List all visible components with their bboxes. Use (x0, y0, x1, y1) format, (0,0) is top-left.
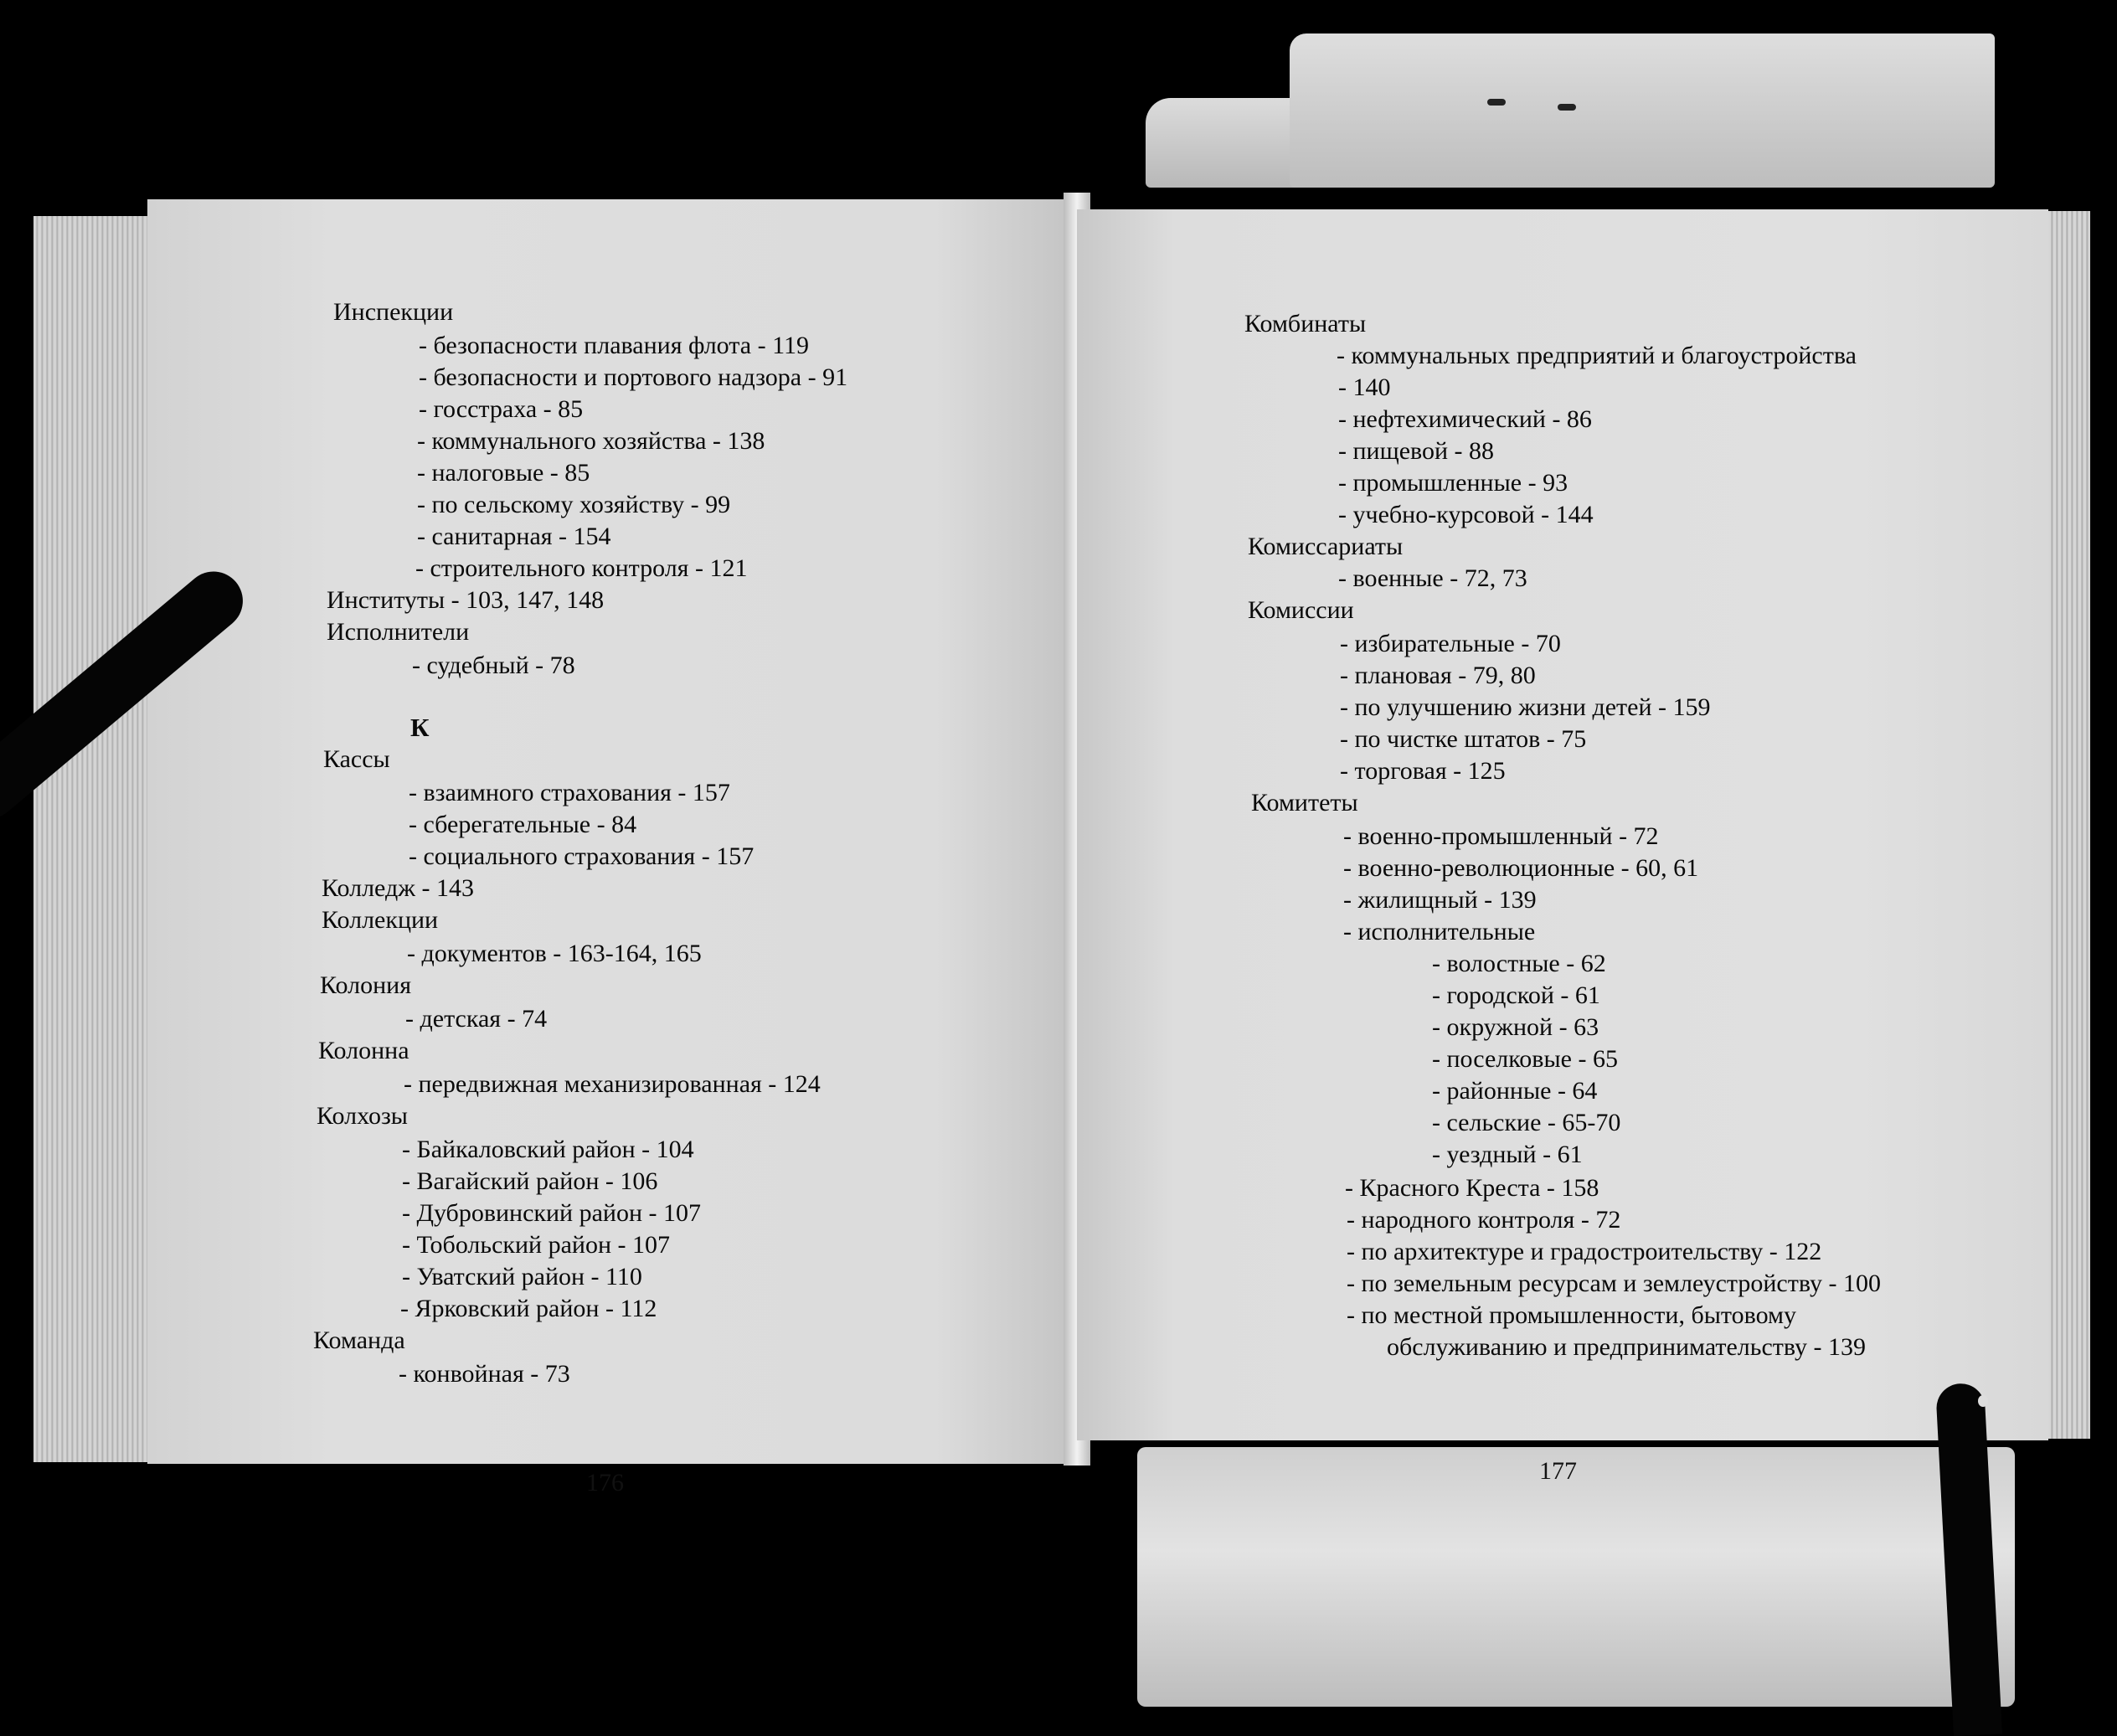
index-entry: - жилищный - 139 (1343, 886, 1537, 914)
index-entry: - военно-революционные - 60, 61 (1343, 854, 1699, 882)
book-page-edges-right (2043, 211, 2090, 1439)
index-entry: - по сельскому хозяйству - 99 (417, 491, 731, 518)
index-heading: Колония (320, 971, 411, 999)
index-entry: - безопасности и портового надзора - 91 (419, 363, 848, 391)
index-entry: - плановая - 79, 80 (1340, 662, 1536, 689)
index-heading: Колледж - 143 (322, 874, 474, 902)
index-entry: - Вагайский район - 106 (402, 1167, 658, 1195)
index-entry: - коммунального хозяйства - 138 (417, 427, 765, 455)
index-entry: - детская - 74 (405, 1005, 548, 1033)
index-entry: - взаимного страхования - 157 (409, 779, 730, 806)
book-page-edges-left (33, 216, 159, 1462)
left-page (147, 199, 1074, 1496)
index-entry-continuation: обслуживанию и предпринимательству - 139 (1387, 1333, 1867, 1361)
index-entry: - исполнительные (1343, 918, 1536, 945)
foam-mark (1558, 104, 1576, 111)
foam-support-bottom (1137, 1447, 2015, 1707)
index-entry: - избирательные - 70 (1340, 630, 1561, 657)
index-subentry: - городской - 61 (1432, 981, 1600, 1009)
index-entry: - документов - 163-164, 165 (407, 940, 702, 967)
index-entry: - по местной промышленности, бытовому (1347, 1301, 1796, 1329)
index-subentry: - сельские - 65-70 (1432, 1109, 1621, 1136)
index-entry: - коммунальных предприятий и благоустройства (1337, 342, 1857, 369)
strap-clip (1978, 1395, 1988, 1407)
index-entry: - Байкаловский район - 104 (402, 1136, 694, 1163)
index-entry: - 140 (1338, 373, 1391, 401)
index-entry: - торговая - 125 (1340, 757, 1506, 785)
index-heading: Коллекции (322, 906, 439, 934)
index-entry: - конвойная - 73 (399, 1360, 570, 1388)
index-entry: - передвижная механизированная - 124 (404, 1070, 821, 1098)
index-entry: - пищевой - 88 (1338, 437, 1495, 465)
index-entry: - судебный - 78 (412, 652, 575, 679)
right-page (1077, 209, 2048, 1485)
index-entry: - народного контроля - 72 (1347, 1206, 1621, 1234)
index-heading: Колхозы (317, 1102, 408, 1130)
index-heading: Колонна (318, 1037, 409, 1064)
index-entry: - военно-промышленный - 72 (1343, 822, 1659, 850)
index-heading: Команда (313, 1326, 405, 1354)
foam-support-top-right (1290, 33, 1995, 188)
index-subentry: - районные - 64 (1432, 1077, 1598, 1105)
index-heading: Институты - 103, 147, 148 (327, 586, 605, 614)
index-heading: Комитеты (1251, 789, 1358, 816)
index-subentry: - волостные - 62 (1432, 950, 1606, 977)
foam-mark (1487, 99, 1506, 106)
index-entry: - Ярковский район - 112 (400, 1295, 657, 1322)
index-entry: - нефтехимический - 86 (1338, 405, 1592, 433)
index-entry: - социального страхования - 157 (409, 842, 755, 870)
page-number: 176 (586, 1469, 624, 1496)
index-subentry: - окружной - 63 (1432, 1013, 1599, 1041)
index-heading: Кассы (323, 745, 390, 773)
index-entry: - промышленные - 93 (1338, 469, 1568, 497)
index-entry: - по земельным ресурсам и землеустройству - 100 (1347, 1270, 1881, 1297)
index-entry: - безопасности плавания флота - 119 (419, 332, 809, 359)
index-entry: - по улучшению жизни детей - 159 (1340, 693, 1711, 721)
index-heading: Комиссии (1248, 596, 1354, 624)
index-entry: - санитарная - 154 (417, 523, 611, 550)
index-entry: - по чистке штатов - 75 (1340, 725, 1587, 753)
index-entry: - Дубровинский район - 107 (402, 1199, 702, 1227)
index-entry: - Уватский район - 110 (402, 1263, 642, 1290)
index-heading: Комбинаты (1244, 310, 1367, 337)
index-entry: - налоговые - 85 (417, 459, 590, 487)
index-entry: - строительного контроля - 121 (415, 554, 748, 582)
index-heading: Комиссариаты (1248, 533, 1404, 560)
index-entry: - военные - 72, 73 (1338, 564, 1527, 592)
index-entry: - учебно-курсовой - 144 (1338, 501, 1594, 528)
index-entry: - по архитектуре и градостроительству - 122 (1347, 1238, 1822, 1265)
index-heading: Исполнители (327, 618, 470, 646)
index-heading: Инспекции (333, 298, 454, 326)
index-entry: - госстраха - 85 (419, 395, 584, 423)
index-section-letter: К (410, 713, 430, 742)
index-entry: - Красного Креста - 158 (1345, 1174, 1599, 1202)
page-number: 177 (1539, 1457, 1577, 1485)
index-entry: - Тобольский район - 107 (402, 1231, 670, 1259)
index-entry: - сберегательные - 84 (409, 811, 637, 838)
index-subentry: - поселковые - 65 (1432, 1045, 1618, 1073)
index-subentry: - уездный - 61 (1432, 1141, 1583, 1168)
